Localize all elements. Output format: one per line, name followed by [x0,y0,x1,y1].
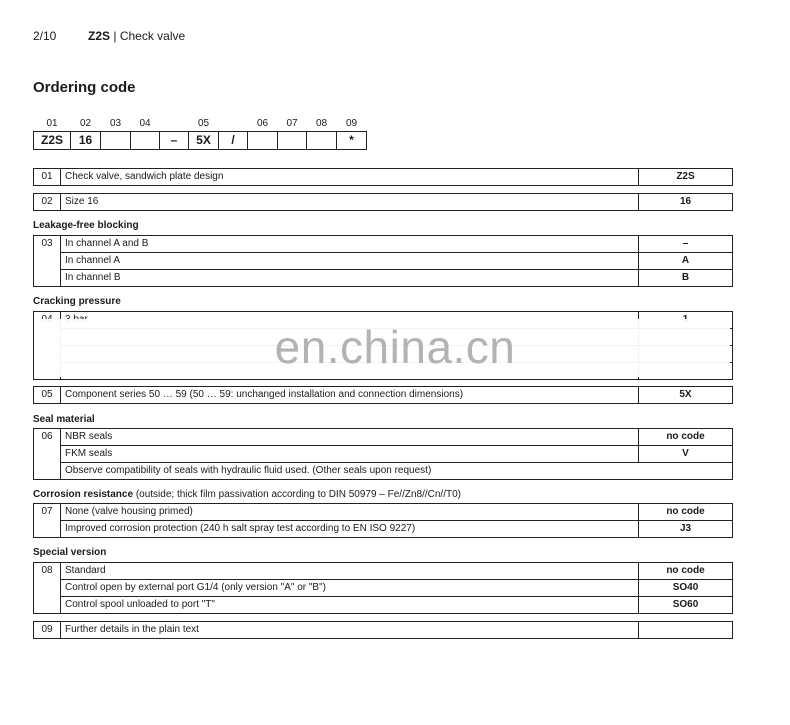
table-row [34,463,733,480]
table-row [34,563,733,580]
position-number: 08 [34,563,61,614]
option-description: FKM seals [61,446,639,463]
section-heading-seal-material: Seal material [33,414,95,425]
code-cell: * [337,132,367,150]
table-row [34,429,733,446]
position-number: 07 [34,504,61,538]
option-table-08 [33,562,733,614]
section-heading-corrosion [33,489,461,500]
title-separator: | [113,29,117,43]
code-cell [101,132,131,150]
option-table-06 [33,428,733,480]
option-code: Z2S [639,169,733,186]
code-cell: 5X [189,132,219,150]
option-description: In channel A [61,253,639,270]
code-position-label: 02 [79,118,92,129]
option-note: Observe compatibility of seals with hydraulic fluid used. (Other seals upon request) [61,463,733,480]
option-description: Further details in the plain text [61,622,639,639]
code-position-label [160,115,189,132]
option-code: 16 [639,194,733,211]
option-code: J3 [639,521,733,538]
option-code: A [639,253,733,270]
option-code: no code [639,504,733,521]
table-row [34,521,733,538]
section-heading-cracking-pressure: Cracking pressure [33,296,121,307]
code-position-label [219,115,248,132]
code-position-label: 08 [315,118,328,129]
table-row [34,270,733,287]
option-table-02 [33,193,733,211]
option-description: Size 16 [61,194,639,211]
option-description: Improved corrosion protection (240 h salt spray test according to EN ISO 9227) [61,521,639,538]
option-description: Control open by external port G1/4 (only version "A" or "B") [61,580,639,597]
section-heading-special-version: Special version [33,547,107,558]
code-cell [131,132,160,150]
code-position-label: 03 [109,118,122,129]
code-cell [248,132,278,150]
code-cell: / [219,132,248,150]
position-number: 06 [34,429,61,480]
table-row [34,504,733,521]
position-number: 05 [34,387,61,404]
heading-note: (outside; thick film passivation according to DIN 50979 – Fe//Zn8//Cn//T0) [135,489,461,500]
position-number: 02 [34,194,61,211]
table-row [34,194,733,211]
option-code: SO60 [639,597,733,614]
table-row [34,387,733,404]
option-description: In channel A and B [61,236,639,253]
section-title: Ordering code [33,79,136,96]
option-description: Component series 50 … 59 (50 … 59: unchanged installation and connection dimensions) [61,387,639,404]
table-row [34,236,733,253]
code-position-label: 04 [139,118,151,129]
table-row [34,169,733,186]
option-code: no code [639,563,733,580]
option-description: NBR seals [61,429,639,446]
option-code: no code [639,429,733,446]
option-code [639,622,733,639]
code-position-label: 05 [197,118,210,129]
code-value-row [34,132,367,150]
option-code: V [639,446,733,463]
table-row [34,597,733,614]
code-position-label: 06 [256,118,269,129]
product-name: Check valve [119,29,186,43]
watermark: en.china.cn [274,321,516,373]
section-heading-leakage: Leakage-free blocking [33,220,139,231]
table-row [34,580,733,597]
page-number: 2/10 [33,29,57,43]
option-description: Check valve, sandwich plate design [61,169,639,186]
code-position-labels [34,115,367,132]
heading-text: Corrosion resistance [33,489,134,500]
code-position-label: 07 [286,118,298,129]
option-description: In channel B [61,270,639,287]
option-table-05 [33,386,733,404]
table-row [34,622,733,639]
position-number: 01 [34,169,61,186]
product-code: Z2S [88,29,111,43]
table-row [34,253,733,270]
option-table-01 [33,168,733,186]
position-number: 09 [34,622,61,639]
code-cell [278,132,307,150]
option-code: – [639,236,733,253]
option-table-07 [33,503,733,538]
code-cell: 16 [71,132,101,150]
code-cell [307,132,337,150]
product-title [88,29,185,43]
option-description: Standard [61,563,639,580]
code-position-label: 01 [46,118,58,129]
position-number: 03 [34,236,61,287]
code-cell: – [160,132,189,150]
option-table-09 [33,621,733,639]
code-cell: Z2S [34,132,71,150]
ordering-code-strip [33,115,367,150]
option-table-03 [33,235,733,287]
code-position-label: 09 [345,118,358,129]
option-description: Control spool unloaded to port "T" [61,597,639,614]
option-description: None (valve housing primed) [61,504,639,521]
option-code: B [639,270,733,287]
option-code: 5X [639,387,733,404]
table-row [34,446,733,463]
option-code: SO40 [639,580,733,597]
